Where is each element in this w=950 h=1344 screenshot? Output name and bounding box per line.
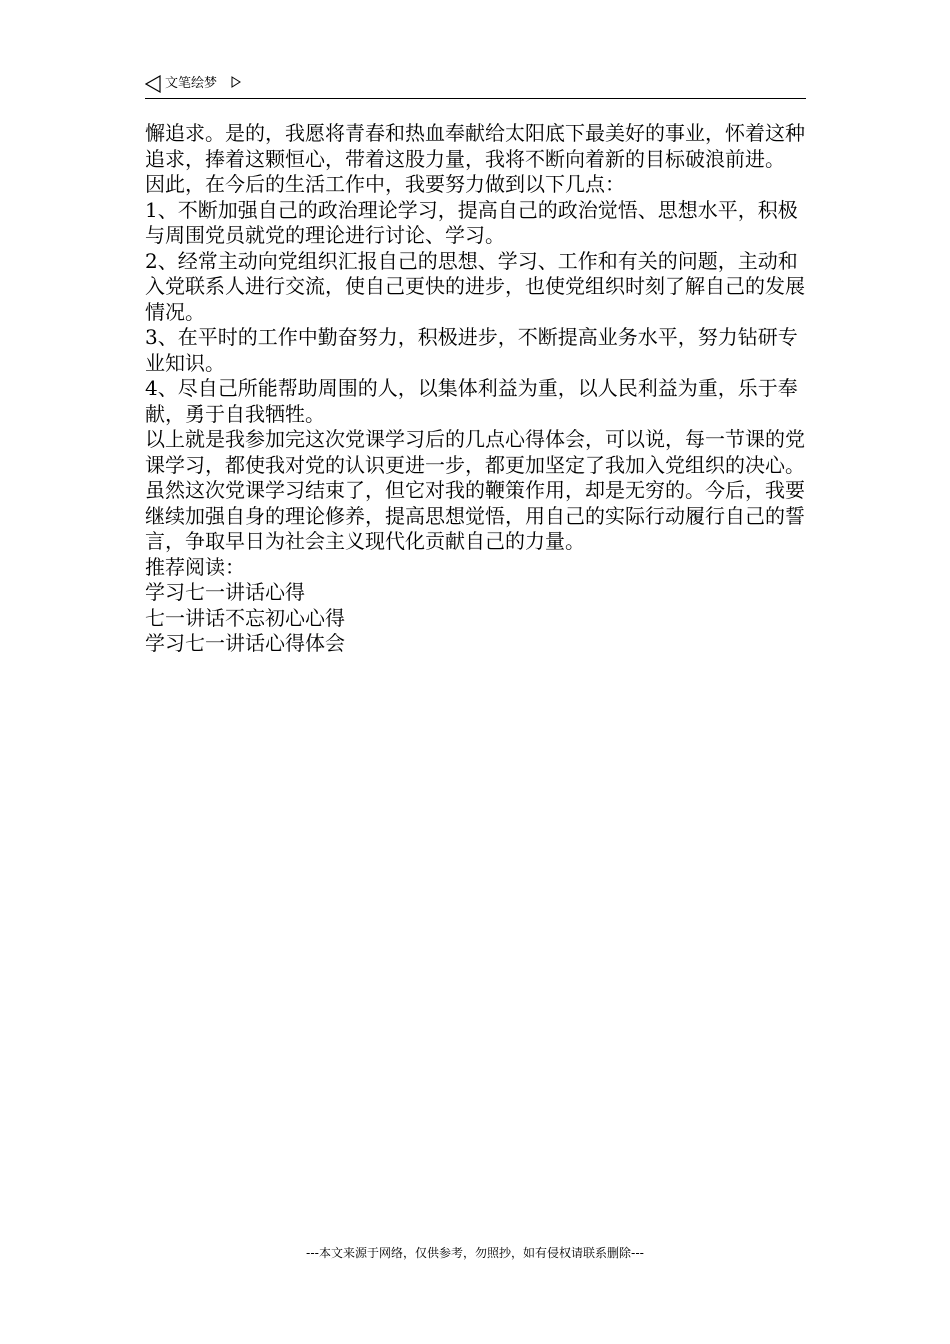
recommended-item-3[interactable]: 学习七一讲话心得体会 xyxy=(145,631,345,655)
paragraph-intro-points: 因此，在今后的生活工作中，我要努力做到以下几点： xyxy=(145,172,625,196)
paragraph-commitment: 懈追求。是的，我愿将青春和热血奉献给太阳底下最美好的事业，怀着这种追求，捧着这颗恒心，带着这股力量，我将不断向着新的目标破浪前进。 xyxy=(145,121,805,171)
recommended-item-1[interactable]: 学习七一讲话心得 xyxy=(145,580,305,604)
triangle-right-outline-icon xyxy=(231,76,241,88)
paragraph-conclusion: 以上就是我参加完这次党课学习后的几点心得体会，可以说，每一节课的党课学习，都使我对党的认识更进一步，都更加坚定了我加入党组织的决心。虽然这次党课学习结束了，但它对我的鞭策作用，却是无穷的。今后，我要继续加强自身的理论修养，提高思想觉悟，用自己的实际行动履行自己的誓言，争取早日为社会主义现代化贡献自己的力量。 xyxy=(145,427,805,553)
paragraph-point-1: 1、不断加强自己的政治理论学习，提高自己的政治觉悟、思想水平，积极与周围党员就党的理论进行讨论、学习。 xyxy=(145,197,798,247)
header-title: 文笔绘梦 xyxy=(165,76,218,91)
page-header xyxy=(145,72,806,99)
page-footer: ---本文来源于网络，仅供参考，勿照抄，如有侵权请联系删除--- xyxy=(306,1246,644,1260)
paragraph-point-2: 2、经常主动向党组织汇报自己的思想、学习、工作和有关的问题，主动和入党联系人进行交流，使自己更快的进步，也使党组织时刻了解自己的发展情况。 xyxy=(145,248,805,324)
paragraph-point-4: 4、尽自己所能帮助周围的人，以集体利益为重，以人民利益为重，乐于奉献，勇于自我牺牲。 xyxy=(145,376,798,426)
triangle-left-outline-icon xyxy=(145,75,161,93)
document-body xyxy=(145,121,806,657)
paragraph-point-3: 3、在平时的工作中勤奋努力，积极进步，不断提高业务水平，努力钻研专业知识。 xyxy=(145,325,798,375)
recommended-item-2[interactable]: 七一讲话不忘初心心得 xyxy=(145,605,345,630)
recommended-reading-label: 推荐阅读： xyxy=(145,554,245,579)
